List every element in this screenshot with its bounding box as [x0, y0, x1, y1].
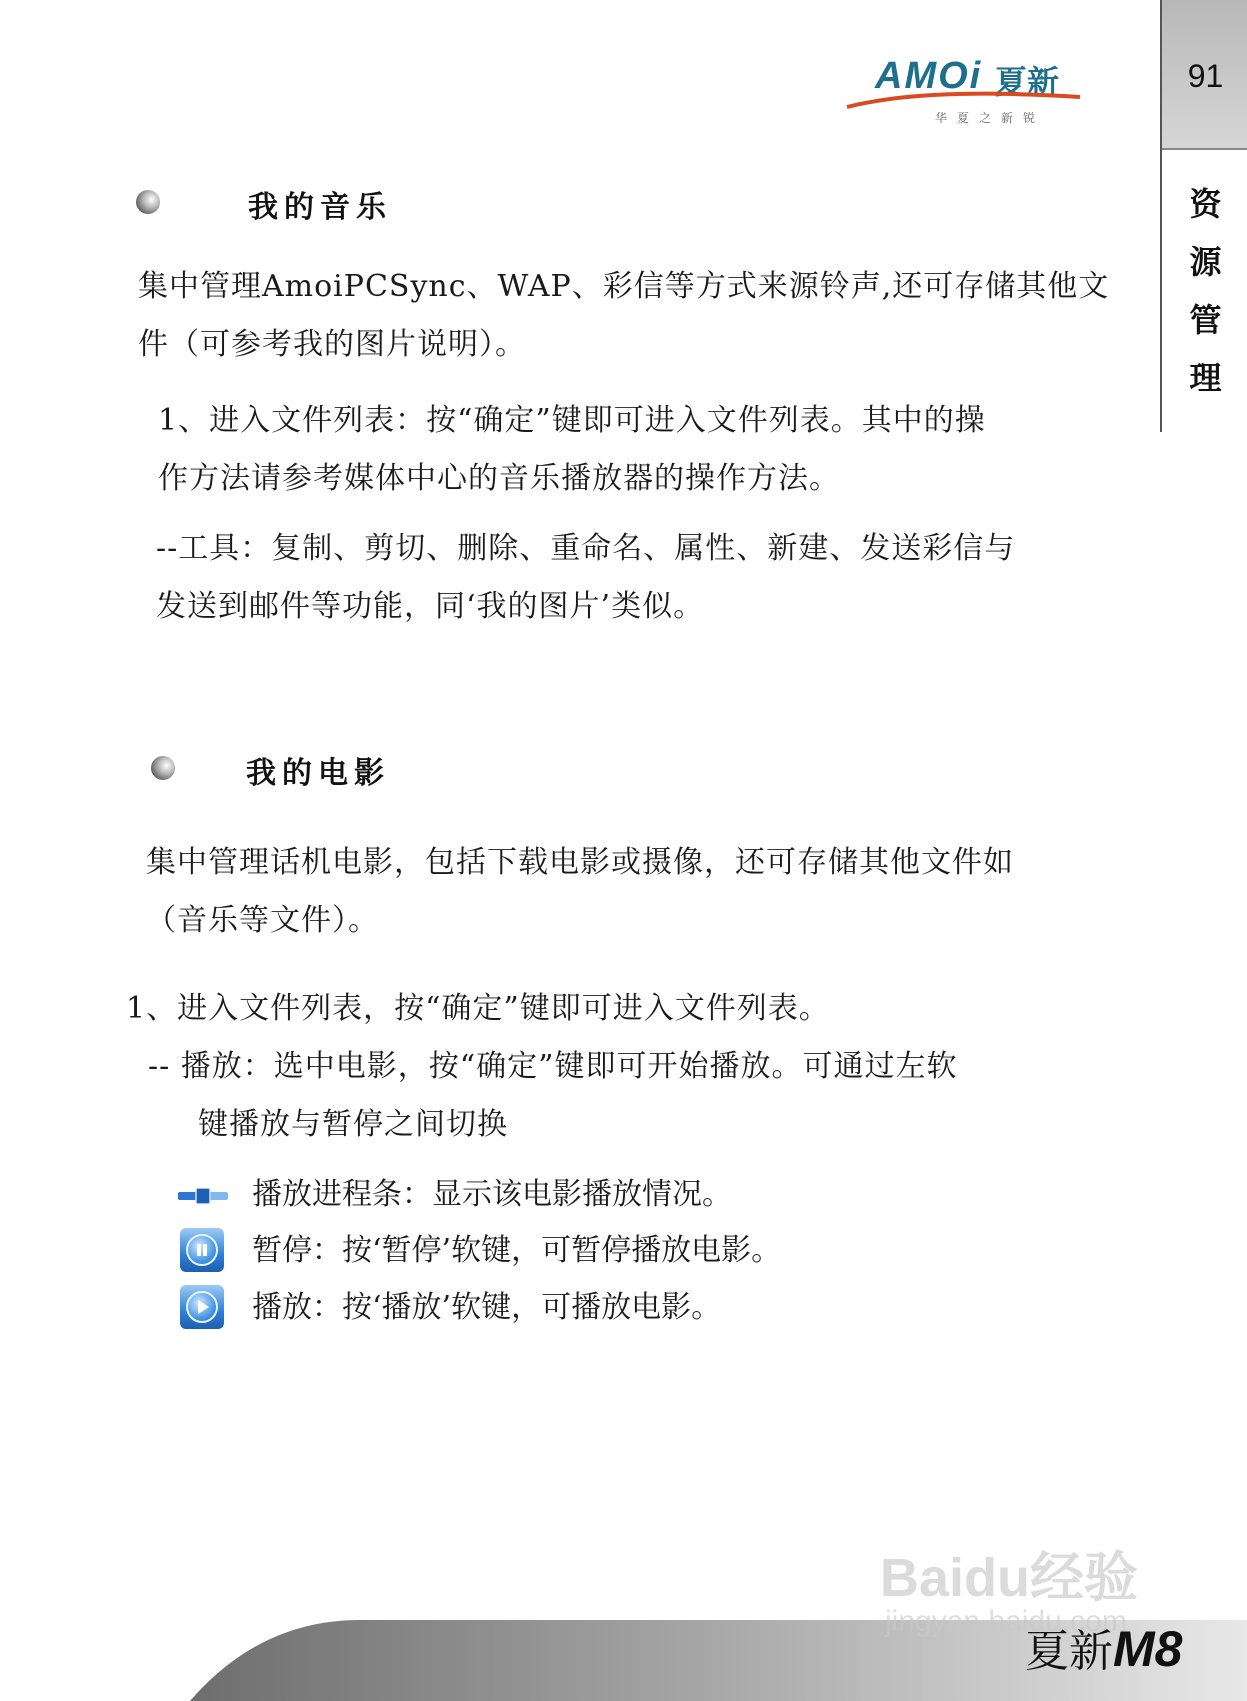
bullet-icon — [136, 190, 160, 214]
bullet-icon — [151, 756, 175, 780]
icon-item-text: 播放：按‘播放’软键，可播放电影。 — [252, 1290, 722, 1325]
logo-wordmark: AMOi — [875, 55, 983, 97]
movie-step1: 1、进入文件列表，按“确定”键即可进入文件列表。 — [126, 991, 830, 1026]
page-number-box — [1162, 0, 1247, 150]
music-step1-line1: 1、进入文件列表：按“确定”键即可进入文件列表。其中的操 — [158, 403, 986, 438]
baidu-watermark-url: jingyan.baidu.com — [885, 1605, 1127, 1638]
movie-play-line1: -- 播放：选中电影，按“确定”键即可开始播放。可通过左软 — [148, 1049, 958, 1084]
play-icon — [180, 1285, 224, 1329]
footer-brand — [1025, 1615, 1182, 1679]
baidu-watermark: Baidu经验 — [880, 1548, 1139, 1608]
logo-slogan: 华夏之新锐 — [935, 111, 1046, 125]
progress-bar-icon — [178, 1188, 228, 1204]
pause-icon — [180, 1228, 224, 1272]
logo-chinese: 夏新 — [995, 63, 1060, 101]
section-title-char: 源 — [1189, 243, 1222, 281]
music-step1-line2: 作方法请参考媒体中心的音乐播放器的操作方法。 — [158, 461, 840, 496]
icon-item-text: 暂停：按‘暂停’软键，可暂停播放电影。 — [252, 1233, 782, 1268]
music-intro-line2: 件（可参考我的图片说明）。 — [138, 327, 526, 362]
music-intro-line1: 集中管理AmoiPCSync、WAP、彩信等方式来源铃声,还可存储其他文 — [138, 269, 1110, 304]
icon-item-text: 播放进程条：显示该电影播放情况。 — [252, 1177, 732, 1212]
section-title-char: 管 — [1189, 301, 1222, 339]
movie-intro-line1: 集中管理话机电影，包括下载电影或摄像，还可存储其他文件如 — [146, 845, 1014, 880]
section-title-char: 资 — [1189, 185, 1222, 223]
movie-heading: 我的电影 — [246, 756, 390, 791]
movie-intro-line2: （音乐等文件）。 — [146, 903, 379, 938]
music-heading: 我的音乐 — [248, 190, 392, 225]
music-tools-line2: 发送到邮件等功能，同‘我的图片’类似。 — [156, 589, 705, 624]
side-tab — [1160, 0, 1247, 432]
amoi-logo — [845, 55, 1085, 135]
section-title — [1162, 175, 1247, 407]
page-number: 91 — [1187, 58, 1224, 94]
movie-play-line2: 键播放与暂停之间切换 — [198, 1107, 508, 1142]
footer-model: M8 — [1113, 1621, 1183, 1677]
footer-brand-cn: 夏新 — [1025, 1626, 1113, 1677]
section-title-char: 理 — [1189, 359, 1222, 397]
music-tools-line1: --工具：复制、剪切、删除、重命名、属性、新建、发送彩信与 — [156, 531, 1016, 566]
